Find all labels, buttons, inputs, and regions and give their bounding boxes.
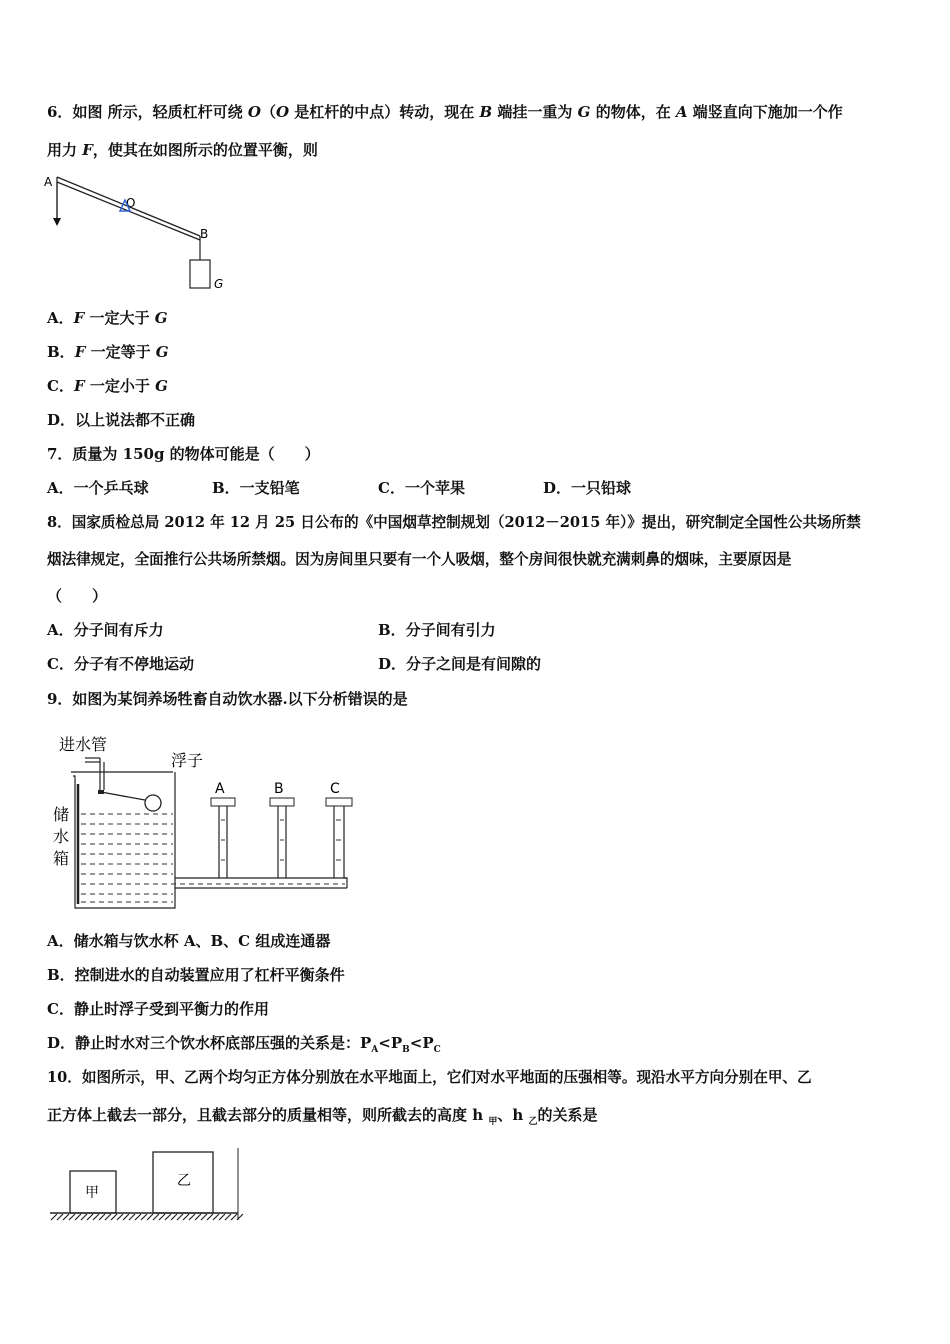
q9-stem: 9．如图为某饲养场牲畜自动饮水器.以下分析错误的是 <box>47 690 408 708</box>
q6-text: （ <box>260 103 276 121</box>
cup-b-label: B <box>274 781 284 797</box>
option-key: C． <box>47 377 74 395</box>
tank-label: 水 <box>53 827 70 846</box>
q7-option-c[interactable]: C．一个苹果 <box>378 479 465 497</box>
var-f: F <box>74 343 86 361</box>
var-g: G <box>154 309 168 327</box>
q7-option-d[interactable]: D．一只铅球 <box>543 479 632 497</box>
q6-text: 的物体，在 <box>590 103 676 121</box>
q8-option-d[interactable]: D．分子之间是有间隙的 <box>378 655 542 673</box>
q6-text: 端竖直向下施加一个作 <box>687 103 843 121</box>
q6-option-a[interactable] <box>47 308 168 328</box>
cup-c-label: C <box>330 781 340 797</box>
q6-text: 端挂一重为 <box>492 103 578 121</box>
option-text: 一定等于 <box>85 343 156 361</box>
var-o: O <box>247 103 261 121</box>
cubes-figure <box>45 1146 245 1228</box>
option-text: 一定大于 <box>84 309 155 327</box>
label-g: G <box>214 277 224 291</box>
subscript-jia: 甲 <box>488 1117 498 1127</box>
pressure-symbol: P <box>360 1034 372 1052</box>
option-key: D． <box>47 411 76 429</box>
subscript-c: C <box>433 1045 441 1055</box>
cup-c <box>326 798 352 888</box>
storage-tank <box>71 772 175 908</box>
q8-option-a[interactable]: A．分子间有斥力 <box>47 621 164 639</box>
var-f: F <box>82 141 93 159</box>
q10-text: 的关系是 <box>537 1106 598 1124</box>
q6-text: 如图 所示，轻质杠杆可绕 <box>72 103 248 121</box>
pressure-symbol: P <box>390 1034 403 1052</box>
q6-text: ，使其在如图所示的位置平衡，则 <box>92 141 318 159</box>
var-g: G <box>155 377 168 395</box>
var-o: O <box>275 103 290 121</box>
subscript-a: A <box>371 1045 379 1055</box>
q10-stem-line-2 <box>47 1105 598 1132</box>
inlet-pipe <box>85 758 104 790</box>
q8-stem-line-1: 8．国家质检总局 2012 年 12 月 25 日公布的《中国烟草控制规划（2012－2015 年）》提出，研究制定全国性公共场所禁 <box>47 514 861 531</box>
q9-option-d[interactable] <box>47 1033 441 1060</box>
cup-a-label: A <box>215 781 225 797</box>
lever-figure <box>40 168 240 298</box>
var-b: B <box>479 103 493 121</box>
label-a: A <box>44 175 53 189</box>
label-jia: 甲 <box>85 1185 99 1201</box>
q6-text: 用力 <box>47 141 83 159</box>
ground-hatching <box>50 1213 243 1220</box>
q6-option-c[interactable] <box>47 376 168 396</box>
option-key: B． <box>47 343 75 361</box>
q9-option-c[interactable]: C．静止时浮子受到平衡力的作用 <box>47 1000 269 1018</box>
q10-text: 、h <box>497 1106 529 1124</box>
float-lever <box>98 790 161 811</box>
pressure-symbol: P <box>422 1034 434 1052</box>
weight-block <box>190 260 210 288</box>
q10-stem-line-1: 10．如图所示，甲、乙两个均匀正方体分别放在水平地面上，它们对水平地面的压强相等。现沿水平方向分别在甲、乙 <box>47 1069 812 1086</box>
q6-text: 是杠杆的中点）转动，现在 <box>289 103 480 121</box>
tank-label: 储 <box>53 805 70 824</box>
q6-stem-line-2 <box>47 140 318 160</box>
subscript-b: B <box>402 1045 410 1055</box>
tank-label: 箱 <box>53 849 70 868</box>
option-text: D．静止时水对三个饮水杯底部压强的关系是： <box>47 1034 361 1052</box>
q9-option-b[interactable]: B．控制进水的自动装置应用了杠杆平衡条件 <box>47 966 345 984</box>
q7-stem: 7．质量为 150g 的物体可能是（ ） <box>47 445 320 463</box>
inlet-label: 进水管 <box>59 735 108 754</box>
label-yi: 乙 <box>177 1173 191 1189</box>
q8-answer-bracket: （ ） <box>47 587 108 605</box>
q7-option-a[interactable]: A．一个乒乓球 <box>47 479 149 497</box>
q6-stem-line-1 <box>47 102 843 122</box>
q8-option-c[interactable]: C．分子有不停地运动 <box>47 655 194 673</box>
force-arrow <box>53 182 61 226</box>
option-text: 以上说法都不正确 <box>75 411 196 429</box>
option-text: 一定小于 <box>84 377 156 395</box>
q6-number: 6． <box>47 103 73 121</box>
q6-option-d[interactable] <box>47 410 195 430</box>
var-f: F <box>73 309 85 327</box>
q10-text: 正方体上截去一部分，且截去部分的质量相等，则所截去的高度 h <box>47 1106 489 1124</box>
less-than: < <box>378 1034 391 1052</box>
q9-option-a[interactable]: A．储水箱与饮水杯 A、B、C 组成连通器 <box>47 932 331 950</box>
water-lines <box>81 814 345 902</box>
float-label: 浮子 <box>171 751 204 770</box>
option-key: A． <box>47 309 74 327</box>
cup-b <box>270 798 294 878</box>
cup-a <box>211 798 235 878</box>
var-a: A <box>675 103 688 121</box>
label-b: B <box>200 227 209 241</box>
var-f: F <box>73 377 85 395</box>
label-o: O <box>126 196 136 210</box>
q8-option-b[interactable]: B．分子间有引力 <box>378 621 496 639</box>
q8-stem-line-2: 烟法律规定，全面推行公共场所禁烟。因为房间里只要有一个人吸烟，整个房间很快就充满刺鼻的烟味，主要原因是 <box>47 551 792 568</box>
less-than: < <box>409 1034 423 1052</box>
var-g: G <box>155 343 169 361</box>
water-dispenser-figure <box>45 728 365 913</box>
subscript-yi: 乙 <box>528 1117 538 1127</box>
var-g: G <box>577 103 591 121</box>
connecting-pipe <box>175 878 347 888</box>
q6-option-b[interactable] <box>47 342 169 362</box>
q7-option-b[interactable]: B．一支铅笔 <box>212 479 300 497</box>
